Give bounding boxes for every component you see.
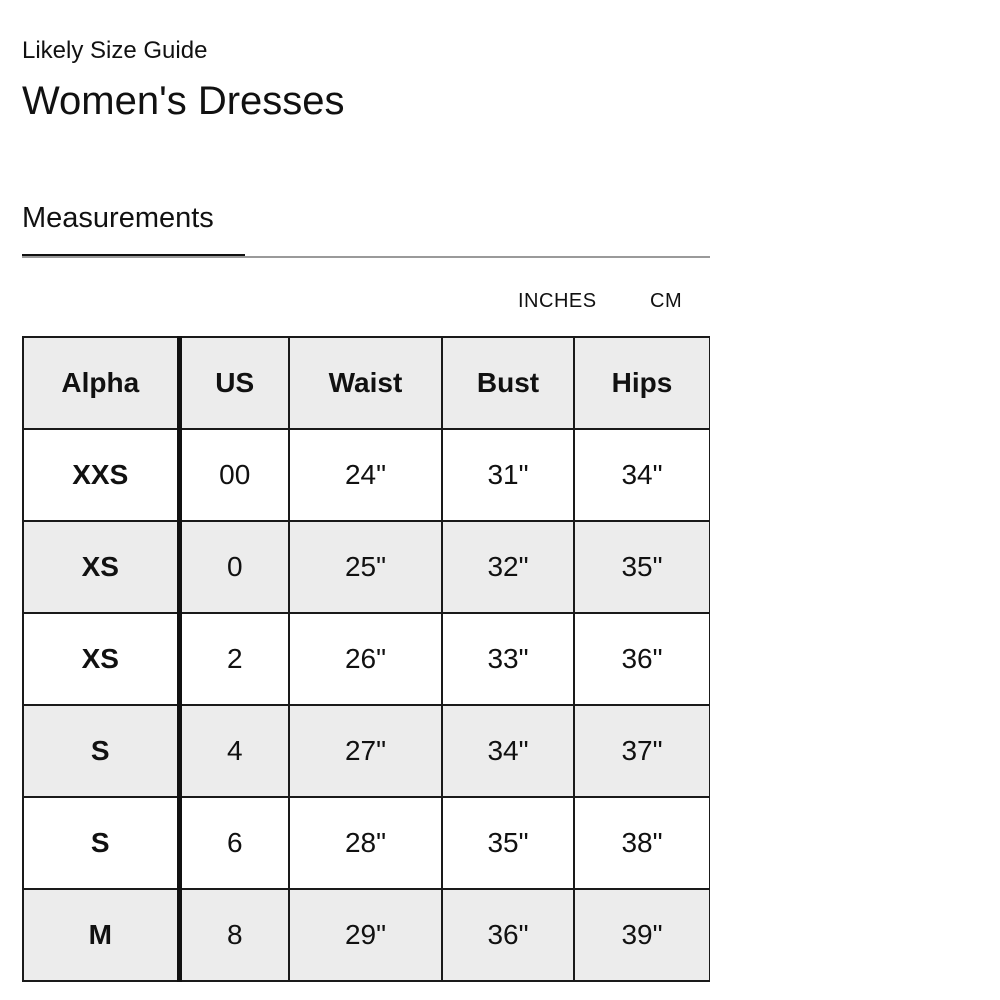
table-row bbox=[23, 705, 710, 797]
us-size-cell: 00 bbox=[179, 429, 289, 521]
column-header-waist: Waist bbox=[289, 337, 442, 429]
hips-cell: 37" bbox=[574, 705, 710, 797]
size-table-container bbox=[22, 336, 710, 1000]
size-table bbox=[22, 336, 710, 982]
hips-cell: 39" bbox=[574, 889, 710, 981]
waist-cell: 27" bbox=[289, 705, 442, 797]
unit-cm-option[interactable]: CM bbox=[650, 290, 683, 312]
table-header-row bbox=[23, 337, 710, 429]
waist-cell: 29" bbox=[289, 889, 442, 981]
bust-cell: 36" bbox=[442, 889, 574, 981]
unit-inches-option[interactable]: INCHES bbox=[518, 290, 597, 312]
hips-cell: 36" bbox=[574, 613, 710, 705]
column-header-us: US bbox=[179, 337, 289, 429]
us-size-cell: 8 bbox=[179, 889, 289, 981]
alpha-cell: XS bbox=[23, 613, 179, 705]
alpha-cell: S bbox=[23, 705, 179, 797]
waist-cell: 26" bbox=[289, 613, 442, 705]
us-size-cell: 0 bbox=[179, 521, 289, 613]
brand-line: Likely Size Guide bbox=[22, 37, 208, 64]
alpha-cell: XS bbox=[23, 521, 179, 613]
tab-measurements-label: Measurements bbox=[22, 202, 214, 234]
us-size-cell: 4 bbox=[179, 705, 289, 797]
tab-bar bbox=[22, 196, 710, 258]
hips-cell: 35" bbox=[574, 521, 710, 613]
table-row bbox=[23, 889, 710, 981]
waist-cell: 28" bbox=[289, 797, 442, 889]
column-header-bust: Bust bbox=[442, 337, 574, 429]
us-size-cell: 2 bbox=[179, 613, 289, 705]
table-row bbox=[23, 797, 710, 889]
bust-cell: 31" bbox=[442, 429, 574, 521]
bust-cell: 33" bbox=[442, 613, 574, 705]
alpha-cell: M bbox=[23, 889, 179, 981]
page-title: Women's Dresses bbox=[22, 79, 345, 123]
bust-cell: 32" bbox=[442, 521, 574, 613]
column-header-alpha: Alpha bbox=[23, 337, 179, 429]
hips-cell: 38" bbox=[574, 797, 710, 889]
waist-cell: 24" bbox=[289, 429, 442, 521]
tab-measurements[interactable] bbox=[22, 196, 245, 258]
table-row bbox=[23, 521, 710, 613]
bust-cell: 35" bbox=[442, 797, 574, 889]
alpha-cell: XXS bbox=[23, 429, 179, 521]
column-header-hips: Hips bbox=[574, 337, 710, 429]
us-size-cell: 6 bbox=[179, 797, 289, 889]
unit-toggle bbox=[508, 287, 708, 317]
table-row bbox=[23, 613, 710, 705]
table-row bbox=[23, 429, 710, 521]
waist-cell: 25" bbox=[289, 521, 442, 613]
hips-cell: 34" bbox=[574, 429, 710, 521]
tab-bar-divider bbox=[22, 256, 710, 258]
bust-cell: 34" bbox=[442, 705, 574, 797]
alpha-cell: S bbox=[23, 797, 179, 889]
